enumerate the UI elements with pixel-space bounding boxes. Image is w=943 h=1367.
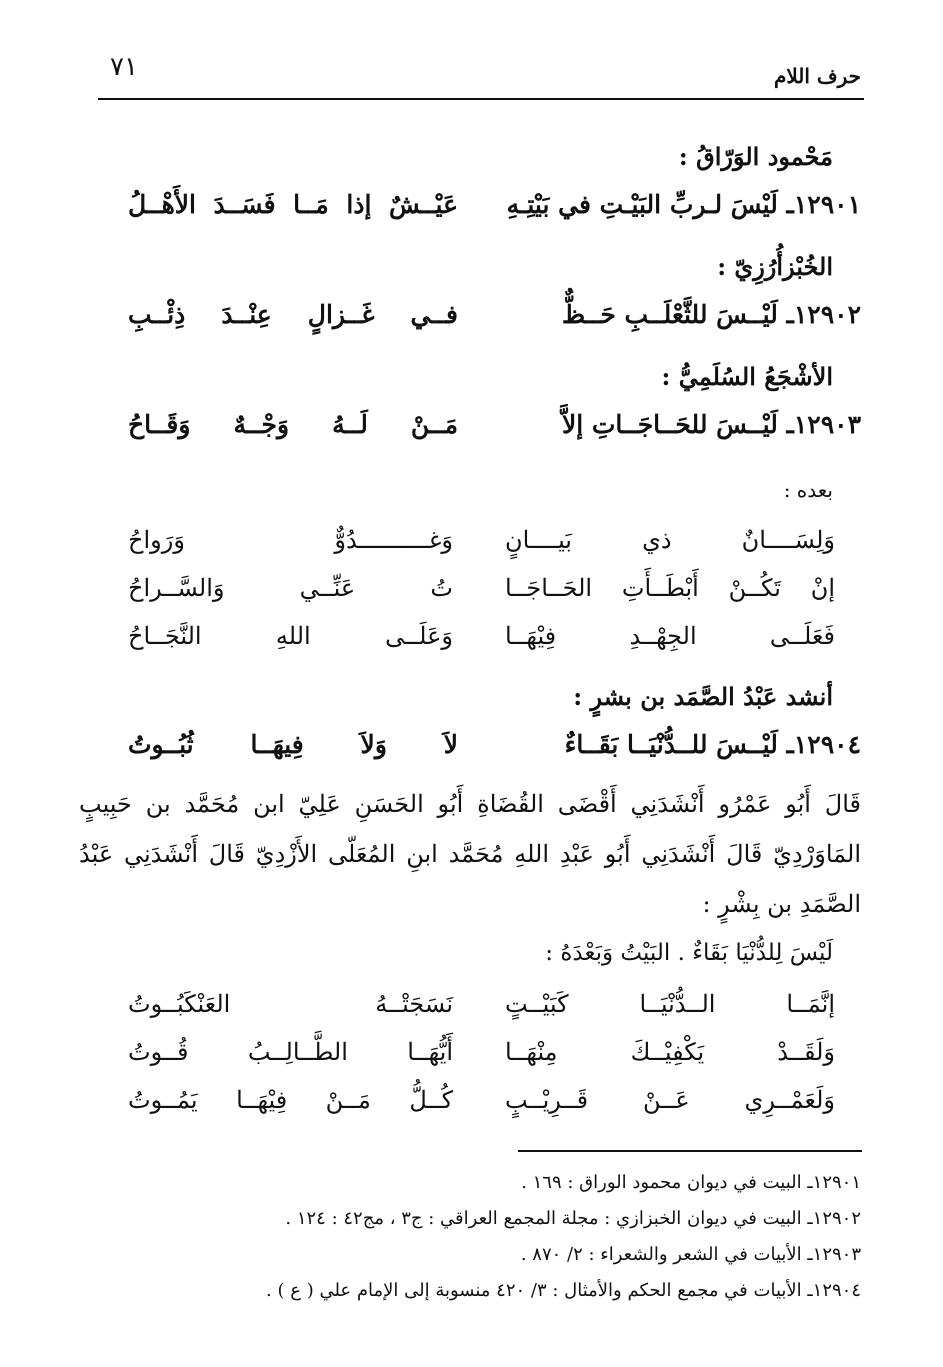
footnote: ١٢٩٠٢ـ البيت في ديوان الخبزازي : مجلة المجمع العراقي : ج٣ ، مج٤٢ : ١٢٤ . — [285, 1208, 861, 1229]
verse-second-half: عَيْــشٌ إذا مَــا فَسَــدَ الأَهْــلُ — [128, 190, 458, 219]
after-label: بعده : — [783, 478, 833, 502]
verse-first-half: إنْ تَكُــنْ أَبْطَــأَتِ الحَــاجَــا — [505, 574, 835, 602]
quote-line: لَيْسَ لِلدُّنْيَا بَقَاءٌ . البَيْتُ وَبَعْدَهُ : — [545, 940, 833, 966]
paragraph-line: قَالَ أَبُو عَمْرُو أَنْشَدَنِي أَقْضَى القُضَاةِ أَبُو الحَسَنِ عَلِيّ ابن مُحَمَّد بن حَبِيبٍ — [79, 790, 861, 818]
verse-first-half: فَعَلَــى الجِهْــدِ فِيْهَــا — [505, 622, 835, 650]
footnote: ١٢٩٠٤ـ الأبيات في مجمع الحكم والأمثال : ٣/ ٤٢٠ منسوبة إلى الإمام علي ( ع ) . — [266, 1280, 861, 1301]
poet-name: أنشد عَبْدُ الصَّمَد بن بشرٍ : — [573, 682, 833, 711]
verse-second-half: أَيُّهَــا الطَّــالِــبُ قُــوتُ — [128, 1038, 453, 1066]
verse-second-half: وَعَلَــى اللهِ النَّجَــاحُ — [128, 622, 453, 650]
verse-first-half: إنَّمَــا الــدُّنْيَــا كَبَيْــتٍ — [505, 990, 835, 1018]
paragraph-line: الصَّمَدِ بن بِشْرٍ : — [702, 890, 861, 918]
verse-second-half: مَــنْ لَــهُ وَجْــهٌ وَقَــاحُ — [128, 410, 458, 439]
footnote-divider — [518, 1150, 862, 1152]
footnote: ١٢٩٠١ـ البيت في ديوان محمود الوراق : ١٦٩ . — [521, 1172, 861, 1193]
paragraph-line: المَاوَرْدِيّ قَالَ أَنْشَدَنِي أَبُو عَبْدِ اللهِ مُحَمَّد ابنِ المُعَلّى الأَزْدِيّ قَالَ أَنْشَدَنِي عَبْدُ — [79, 840, 861, 868]
footnote: ١٢٩٠٣ـ الأبيات في الشعر والشعراء : ٢/ ٨٧٠ . — [520, 1244, 861, 1265]
poet-name: الخُبْزأُرُزِيّ : — [717, 252, 833, 281]
poet-name: مَحْمود الوَرّاقُ : — [678, 142, 833, 171]
verse-first-half: وَلَعَمْــرِي عَــنْ قَــرِيْــبٍ — [505, 1086, 835, 1114]
verse-first-half: ١٢٩٠٢ـ لَيْــسَ للثَّعْلَــبِ حَــظٌّ — [561, 300, 861, 329]
verse-first-half: ١٢٩٠٤ـ لَيْــسَ للــدُّنْيَــا بَقَــاءٌ — [564, 730, 861, 759]
chapter-title: حرف اللام — [773, 64, 861, 88]
verse-first-half: وَلَقَــدْ يَكْفِيْــكَ مِنْهَــا — [505, 1038, 835, 1066]
verse-first-half: وَلِسَــــانٌ ذي بَيــــانٍ — [505, 526, 835, 554]
header-divider — [98, 98, 864, 100]
verse-second-half: لاَ وَلاَ فِيهَــا ثُبُــوتُ — [128, 730, 458, 759]
verse-second-half: كُــلُّ مَــنْ فِيْهَــا يَمُــوتُ — [128, 1086, 453, 1114]
verse-second-half: فــي غَــزالٍ عِنْــدَ ذِئْــبِ — [128, 300, 458, 329]
poet-name: الأشْجَعُ السُلَمِيُّ : — [661, 362, 833, 391]
verse-second-half: وَغــــــــــدُوٌّ وَرَواحُ — [128, 526, 453, 554]
verse-second-half: نَسَجَتْــهُ العَنْكَبُــوتُ — [128, 990, 453, 1018]
page-number: ٧١ — [110, 52, 138, 82]
verse-second-half: تُ عَنِّــي وَالسَّــراحُ — [128, 574, 453, 602]
verse-first-half: ١٢٩٠١ـ لَيْسَ لـربِّ البَيْـتِ في بَيْتِـهِ — [506, 190, 861, 219]
verse-first-half: ١٢٩٠٣ـ لَيْــسَ للحَــاجَــاتِ إلاَّ — [561, 410, 861, 439]
